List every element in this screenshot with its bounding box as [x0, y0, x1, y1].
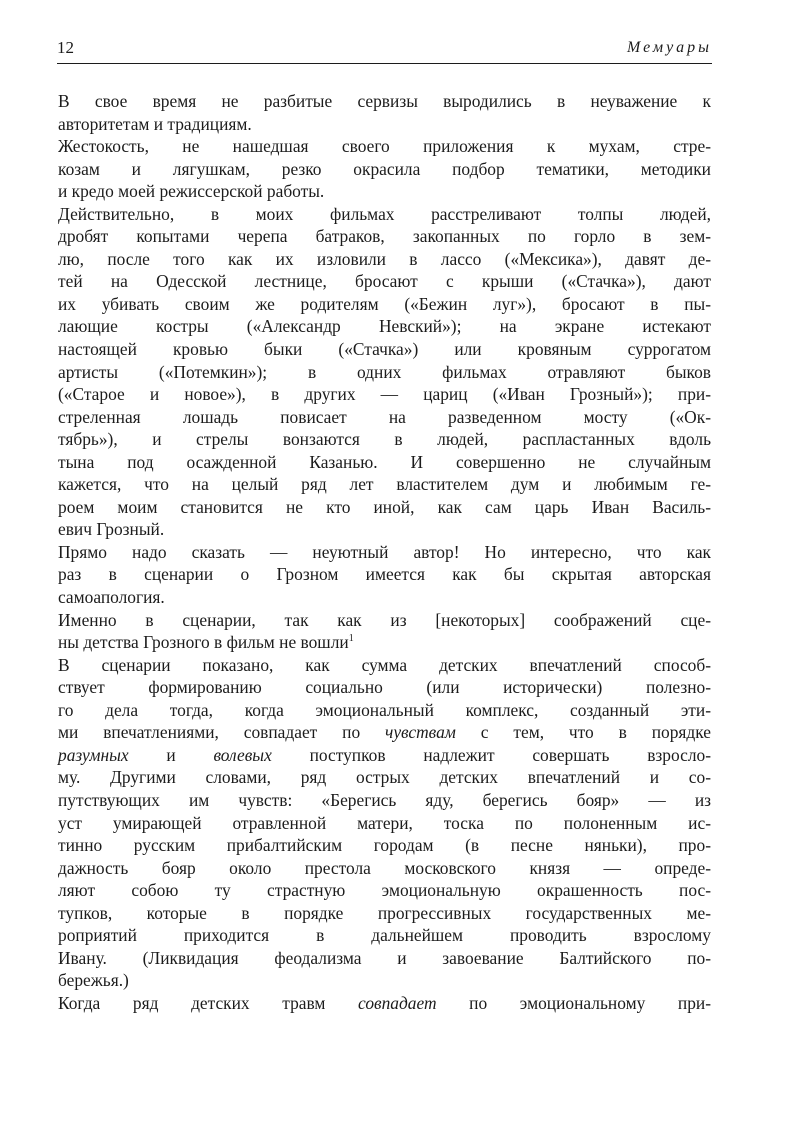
text-line	[58, 518, 711, 541]
text-segment: раз в сценарии о Грозном имеется как бы скрытая авторская	[58, 564, 711, 585]
text-line	[58, 992, 711, 1015]
text-line	[58, 879, 711, 902]
text-segment: дажность бояр около престола московского князя — опреде-	[58, 857, 711, 878]
text-line	[58, 609, 711, 632]
text-line	[58, 857, 711, 880]
text-line	[58, 180, 711, 203]
text-line	[58, 383, 711, 406]
text-line	[58, 812, 711, 835]
text-segment: настоящей кровью быки («Стачка») или кровяным суррогатом	[58, 339, 711, 360]
text-segment: ми впечатлениями, совпадает по	[58, 722, 386, 743]
text-segment: Жестокость, не нашедшая своего приложения к мухам, стре-	[58, 136, 711, 157]
emphasis-text: чувствам	[385, 722, 456, 743]
text-line	[58, 541, 711, 564]
text-segment: поступков надлежит совершать взросло-	[271, 744, 711, 765]
text-segment: ствует формированию социально (или исторически) полезно-	[58, 677, 711, 698]
emphasis-text: волевых	[213, 744, 272, 765]
text-line	[58, 586, 711, 609]
text-segment: Ивану. (Ликвидация феодализма и завоевание Балтийского по-	[58, 947, 711, 968]
text-segment: тына под осажденной Казанью. И совершенно не случайным	[58, 451, 711, 472]
text-line	[58, 338, 711, 361]
text-segment: ляют собою ту страстную эмоциональную окрашенность пос-	[58, 880, 711, 901]
text-segment: му. Другими словами, ряд острых детских впечатлений и со-	[58, 767, 711, 788]
text-line	[58, 135, 711, 158]
header-rule	[57, 63, 712, 64]
text-segment: тупков, которые в порядке прогрессивных государственных ме-	[58, 902, 711, 923]
text-segment: бережья.)	[58, 970, 129, 991]
text-line	[58, 947, 711, 970]
text-line	[58, 744, 711, 767]
text-line	[58, 428, 711, 451]
running-title: Мемуары	[627, 39, 712, 56]
text-line	[58, 631, 711, 654]
text-line	[58, 969, 711, 992]
text-line	[58, 473, 711, 496]
text-line	[58, 293, 711, 316]
text-segment: кажется, что на целый ряд лет властителем дум и любимым ге-	[58, 474, 711, 495]
text-line	[58, 789, 711, 812]
text-line	[58, 924, 711, 947]
text-line	[58, 248, 711, 271]
text-line	[58, 451, 711, 474]
text-line	[58, 158, 711, 181]
text-segment: Именно в сценарии, так как из [некоторых] соображений сце-	[58, 609, 711, 630]
text-line	[58, 699, 711, 722]
text-segment: («Старое и новое»), в других — цариц («Иван Грозный»); при-	[58, 384, 711, 405]
text-segment: роприятий приходится в дальнейшем проводить взрослому	[58, 925, 711, 946]
footnote-marker[interactable]: 1	[348, 633, 354, 645]
text-line	[58, 270, 711, 293]
page-header	[57, 38, 712, 64]
text-line	[58, 834, 711, 857]
text-segment: авторитетам и традициям.	[58, 113, 252, 134]
text-segment: тей на Одесской лестнице, бросают с крыши («Стачка»), дают	[58, 271, 711, 292]
text-segment: го дела тогда, когда эмоциональный комплекс, созданный эти-	[58, 699, 711, 720]
text-segment: ны детства Грозного в фильм не вошли	[58, 632, 349, 653]
text-segment: их убивать своим же родителям («Бежин луг»), бросают в пы-	[58, 293, 711, 314]
text-line	[58, 563, 711, 586]
text-segment: уст умирающей отравленной матери, тоска по полоненным ис-	[58, 812, 711, 833]
text-segment: по эмоциональному при-	[436, 992, 712, 1013]
text-line	[58, 203, 711, 226]
text-segment: Прямо надо сказать — неуютный автор! Но интересно, что как	[58, 541, 711, 562]
text-segment: самоапология.	[58, 587, 165, 608]
text-segment: евич Грозный.	[58, 519, 165, 540]
text-line	[58, 721, 711, 744]
page-number: 12	[57, 38, 74, 57]
text-segment: с тем, что в порядке	[455, 722, 711, 743]
text-segment: тябрь»), и стрелы вонзаются в людей, распластанных вдоль	[58, 429, 711, 450]
text-segment: В сценарии показано, как сумма детских впечатлений способ-	[58, 654, 711, 675]
text-line	[58, 361, 711, 384]
text-line	[58, 90, 711, 113]
text-line	[58, 766, 711, 789]
text-segment: В свое время не разбитые сервизы выродились в неуважение к	[58, 91, 711, 111]
text-segment: козам и лягушкам, резко окрасила подбор тематики, методики	[58, 158, 711, 179]
text-line	[58, 406, 711, 429]
text-segment: и	[128, 744, 214, 765]
text-segment: артисты («Потемкин»); в одних фильмах отравляют быков	[58, 361, 711, 382]
emphasis-text: разумных	[58, 744, 129, 765]
text-line	[58, 113, 711, 136]
text-line	[58, 654, 711, 677]
text-line	[58, 315, 711, 338]
text-line	[58, 225, 711, 248]
text-segment: путствующих им чувств: «Берегись яду, берегись бояр» — из	[58, 789, 711, 810]
text-line	[58, 902, 711, 925]
text-line	[58, 676, 711, 699]
text-segment: роем моим становится не кто иной, как сам царь Иван Василь-	[58, 496, 711, 517]
text-segment: тинно русским прибалтийским городам (в песне няньки), про-	[58, 835, 711, 856]
text-line	[58, 496, 711, 519]
text-segment: лю, после того как их изловили в лассо («Мексика»), давят де-	[58, 248, 711, 269]
body-text	[58, 90, 711, 1014]
text-segment: Действительно, в моих фильмах расстреливают толпы людей,	[58, 203, 711, 224]
emphasis-text: совпадает	[358, 992, 437, 1013]
text-segment: лающие костры («Александр Невский»); на экране истекают	[58, 316, 711, 337]
text-segment: стреленная лошадь повисает на разведенном мосту («Ок-	[58, 406, 711, 427]
text-segment: дробят копытами черепа батраков, закопанных по горло в зем-	[58, 226, 711, 247]
text-segment: и кредо моей режиссерской работы.	[58, 181, 325, 202]
text-segment: Когда ряд детских травм	[58, 992, 359, 1013]
